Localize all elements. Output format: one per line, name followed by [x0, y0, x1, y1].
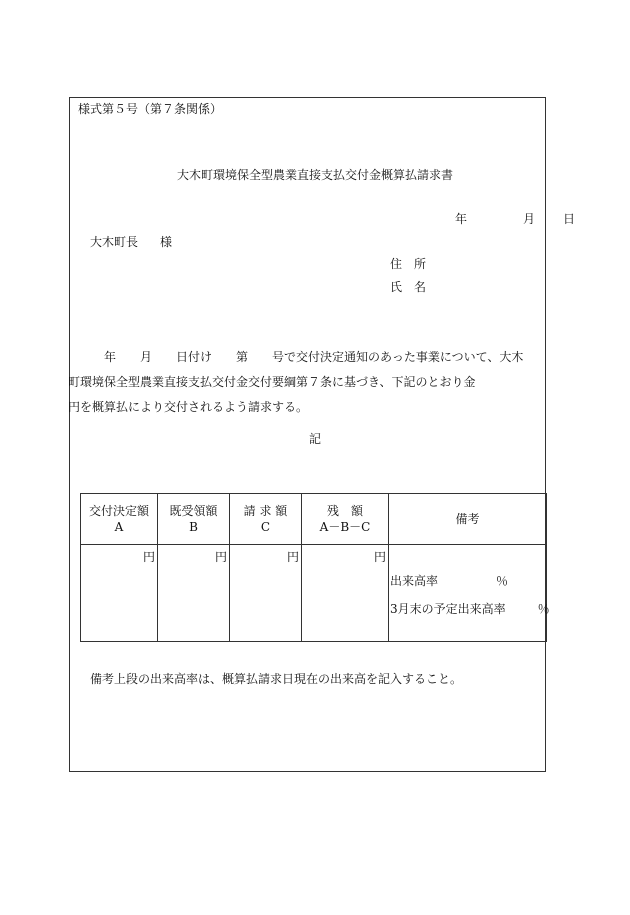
header-remaining-amount: 残 額 A－B－C [302, 494, 389, 545]
header-requested-amount: 請 求 額 C [230, 494, 302, 545]
yen-unit: 円 [286, 550, 299, 564]
yen-unit: 円 [373, 550, 386, 564]
cell-remarks [389, 545, 550, 642]
addressee [90, 236, 172, 248]
request-body-text [68, 345, 546, 420]
date-year: 年 [455, 212, 468, 226]
remarks-note: 備考上段の出来高率は、概算払請求日現在の出来高を記入すること。 [90, 672, 463, 686]
progress-rate-label: 出来高率 [390, 574, 439, 588]
yen-unit: 円 [142, 550, 155, 564]
table-row [81, 545, 547, 642]
addressee-name: 大木町長 [90, 235, 139, 249]
addressee-honorific: 様 [160, 235, 173, 249]
progress-rate-unit: ％ [496, 574, 509, 588]
document-title: 大木町環境保全型農業直接支払交付金概算払請求書 [176, 168, 453, 182]
date-day: 日 [563, 212, 576, 226]
planned-rate-line [390, 600, 550, 617]
name-label: 氏 名 [390, 280, 427, 294]
cell-received-amount [158, 545, 230, 642]
cell-decided-amount [81, 545, 158, 642]
planned-rate-label: 3月末の予定出来高率 [390, 602, 506, 616]
cell-remaining-amount [302, 545, 389, 642]
cell-requested-amount [230, 545, 302, 642]
yen-unit: 円 [214, 550, 227, 564]
progress-rate-line [390, 572, 508, 589]
date-month: 月 [523, 212, 536, 226]
amount-table [80, 493, 550, 642]
table-header-row [81, 494, 547, 545]
header-remarks: 備考 [389, 494, 547, 545]
planned-rate-unit: ％ [537, 602, 550, 616]
header-decided-amount: 交付決定額 A [81, 494, 158, 545]
body-line-1: 年 月 日付け 第 号で交付決定通知のあった事業について、大木 [92, 350, 524, 364]
ki-heading: 記 [308, 432, 321, 446]
header-received-amount: 既受領額 B [158, 494, 230, 545]
form-number-label: 様式第５号（第７条関係） [78, 102, 223, 116]
body-line-2: 町環境保全型農業直接支払交付金交付要綱第７条に基づき、下記のとおり金 [68, 375, 476, 389]
date-line [455, 213, 575, 225]
body-line-3: 円を概算払により交付されるよう請求する。 [68, 400, 309, 414]
address-label: 住 所 [390, 257, 427, 271]
